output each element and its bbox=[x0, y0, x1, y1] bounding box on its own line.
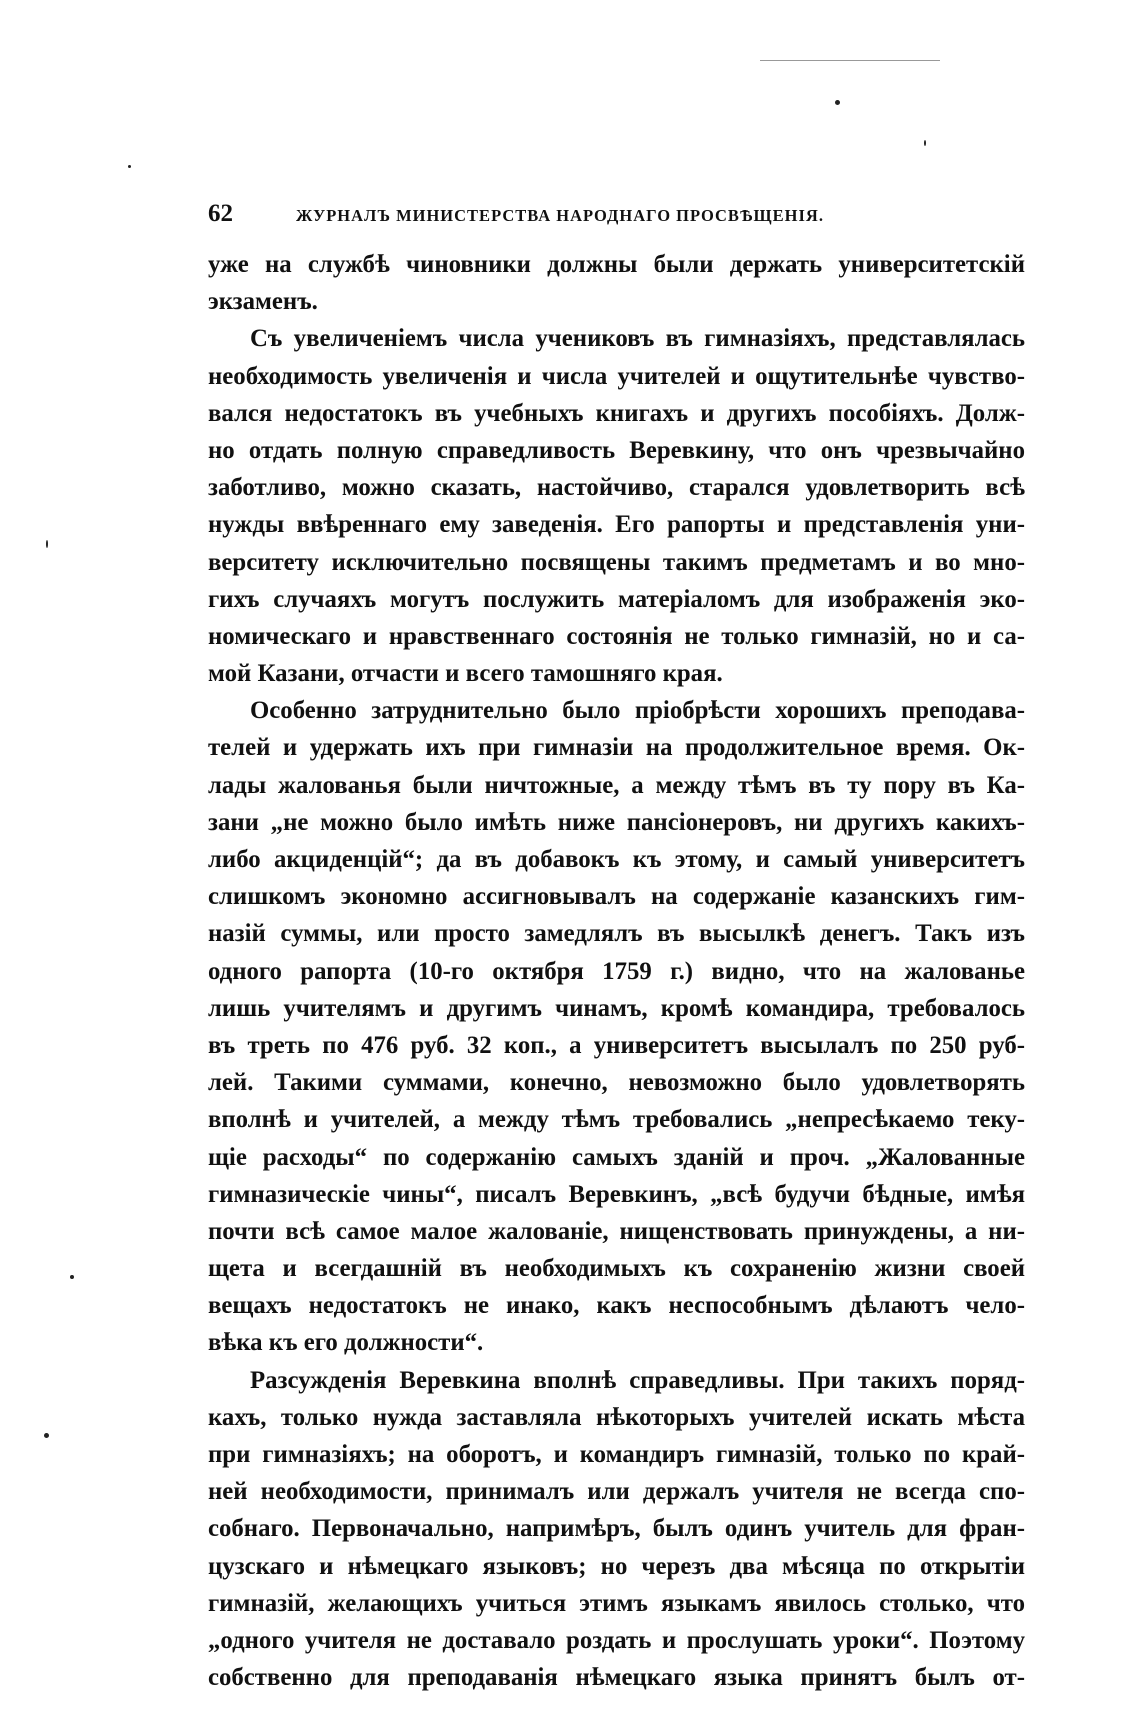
text-line: слишкомъ экономно ассигновывалъ на содержаніе казанскихъ гим- bbox=[208, 883, 1025, 911]
text-line: необходимость увеличенія и числа учителей и ощутительнѣе чувство- bbox=[208, 362, 1025, 390]
scan-speck bbox=[44, 1433, 49, 1438]
text-line: въ треть по 476 руб. 32 коп., а университетъ высылалъ по 250 руб- bbox=[208, 1031, 1025, 1059]
text-line: уже на службѣ чиновники должны были держать университетскій bbox=[208, 251, 1025, 278]
running-head bbox=[208, 200, 1025, 228]
text-line: мой Казани, отчасти и всего тамошняго края. bbox=[208, 660, 723, 688]
text-line: назій суммы, или просто замедлялъ въ высылкѣ денегъ. Такъ изъ bbox=[208, 920, 1025, 948]
text-line: зани „не можно было имѣть ниже пансіонеровъ, ни другихъ какихъ- bbox=[208, 808, 1025, 836]
journal-title: ЖУРНАЛЪ МИНИСТЕРСТВА НАРОДНАГО ПРОСВѢЩЕНІЯ. bbox=[296, 206, 824, 225]
text-line: щіе расходы“ по содержанію самыхъ зданій и проч. „Жалованные bbox=[208, 1143, 1025, 1171]
text-line: гимназическіе чины“, писалъ Веревкинъ, „всѣ будучи бѣдные, имѣя bbox=[208, 1180, 1025, 1208]
text-line: номическаго и нравственнаго состоянія не только гимназій, но и са- bbox=[208, 622, 1025, 650]
text-line: гихъ случаяхъ могутъ послужить матеріаломъ для изображенія эко- bbox=[208, 585, 1025, 613]
text-line: ней необходимости, принималъ или держалъ учителя не всегда спо- bbox=[208, 1478, 1025, 1506]
text-line: Съ увеличеніемъ числа учениковъ въ гимназіяхъ, представлялась bbox=[250, 325, 1025, 353]
text-line: лады жалованья были ничтожные, а между тѣмъ въ ту пору въ Ка- bbox=[208, 771, 1025, 799]
text-line: заботливо, можно сказать, настойчиво, старался удовлетворить всѣ bbox=[208, 474, 1025, 502]
text-line: при гимназіяхъ; на оборотъ, и командиръ гимназій, только по край- bbox=[208, 1441, 1025, 1468]
text-line: собственно для преподаванія нѣмецкаго языка принятъ былъ от- bbox=[208, 1664, 1025, 1692]
scan-speck bbox=[46, 540, 48, 548]
text-line: „одного учителя не доставало роздать и прослушать уроки“. Поэтому bbox=[208, 1626, 1025, 1654]
text-line: экзаменъ. bbox=[208, 288, 318, 316]
body-text bbox=[208, 246, 1025, 1696]
scan-speck bbox=[70, 1275, 74, 1279]
text-line: лишь учителямъ и другимъ чинамъ, кромѣ командира, требовалось bbox=[208, 994, 1025, 1022]
page-number: 62 bbox=[208, 200, 233, 227]
text-line: нужды ввѣреннаго ему заведенія. Его рапорты и представленія уни- bbox=[208, 511, 1025, 539]
text-line: вполнѣ и учителей, а между тѣмъ требовались „непресѣкаемо теку- bbox=[208, 1106, 1025, 1134]
scan-speck bbox=[924, 140, 926, 146]
text-line: либо акциденцій“; да въ добавокъ къ этому, и самый университетъ bbox=[208, 846, 1025, 873]
text-line: одного рапорта (10-го октября 1759 г.) видно, что на жалованье bbox=[208, 957, 1025, 985]
text-line: собнаго. Первоначально, напримѣръ, былъ одинъ учитель для фран- bbox=[208, 1515, 1025, 1543]
scan-speck bbox=[128, 165, 131, 168]
text-line: вещахъ недостатокъ не инако, какъ неспособнымъ дѣлаютъ чело- bbox=[208, 1292, 1025, 1320]
page bbox=[208, 200, 1025, 1696]
text-line: телей и удержать ихъ при гимназіи на продолжительное время. Ок- bbox=[208, 734, 1025, 762]
text-line: гимназій, желающихъ учиться этимъ языкамъ явилось столько, что bbox=[208, 1589, 1025, 1617]
text-line: но отдать полную справедливость Веревкину, что онъ чрезвычайно bbox=[208, 436, 1025, 464]
text-line: щета и всегдашній въ необходимыхъ къ сохраненію жизни своей bbox=[208, 1255, 1025, 1283]
scan-speck bbox=[835, 100, 840, 105]
text-line: цузскаго и нѣмецкаго языковъ; но черезъ два мѣсяца по открытіи bbox=[208, 1552, 1025, 1580]
text-line: вался недостатокъ въ учебныхъ книгахъ и другихъ пособіяхъ. Долж- bbox=[208, 399, 1025, 427]
scan-speck bbox=[760, 60, 940, 61]
text-line: почти всѣ самое малое жалованіе, нищенствовать принуждены, а ни- bbox=[208, 1217, 1025, 1245]
text-line: кахъ, только нужда заставляла нѣкоторыхъ учителей искать мѣста bbox=[208, 1403, 1025, 1431]
text-line: Разсужденія Веревкина вполнѣ справедливы. При такихъ поряд- bbox=[250, 1366, 1025, 1394]
text-line: Особенно затруднительно было пріобрѣсти хорошихъ преподава- bbox=[250, 697, 1025, 725]
text-line: вѣка къ его должности“. bbox=[208, 1329, 484, 1357]
text-line: верситету исключительно посвящены такимъ предметамъ и во мно- bbox=[208, 548, 1025, 576]
text-line: лей. Такими суммами, конечно, невозможно было удовлетворять bbox=[208, 1069, 1025, 1097]
